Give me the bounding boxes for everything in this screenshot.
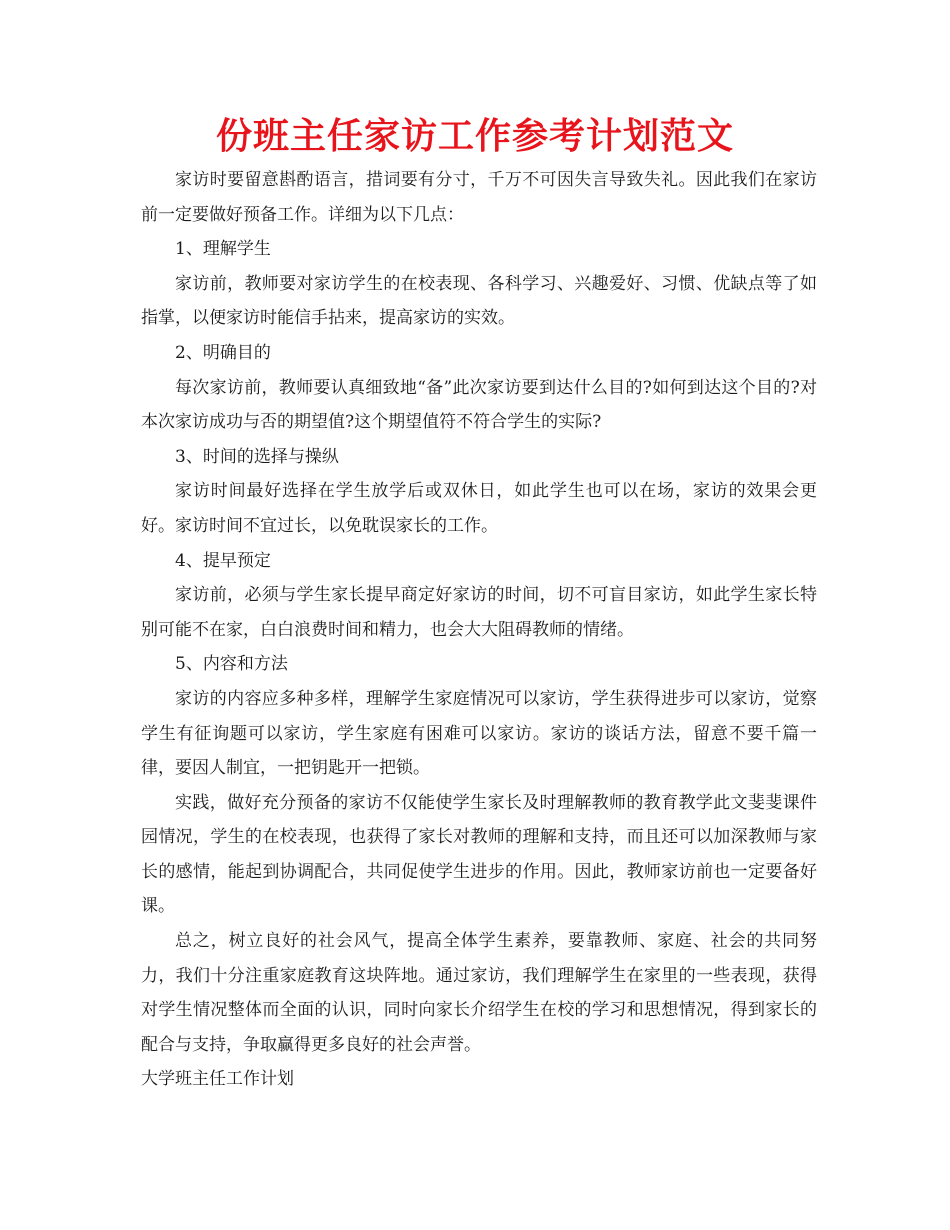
- footer-heading: 大学班主任工作计划: [141, 1069, 294, 1090]
- paragraph-clear-purpose: 每次家访前，教师要认真细致地“备”此次家访要到达什么目的?如何到达这个目的?对本次家访成功与否的期望值?这个期望值符不符合学生的实际?: [141, 377, 817, 433]
- paragraph-understand-students: 家访前，教师要对家访学生的在校表现、各科学习、兴趣爱好、习惯、优缺点等了如指掌，以便家访时能信手拈来，提高家访的实效。: [141, 273, 817, 329]
- section-heading-understand-students: 1、理解学生: [175, 239, 271, 260]
- section-heading-clear-purpose: 2、明确目的: [175, 342, 271, 363]
- document-body: [141, 163, 817, 1097]
- intro-paragraph: 家访时要留意斟酌语言，措词要有分寸，千万不可因失言导致失礼。因此我们在家访前一定要做好预备工作。详细为以下几点：: [141, 170, 817, 225]
- section-heading-content-method: 5、内容和方法: [175, 654, 288, 675]
- section-heading-time-choice: 3、时间的选择与操纵: [175, 446, 339, 467]
- document-title: 份班主任家访工作参考计划范文: [215, 116, 734, 157]
- paragraph-conclusion: 总之，树立良好的社会风气，提高全体学生素养，要靠教师、家庭、社会的共同努力，我们十分注重家庭教育这块阵地。通过家访，我们理解学生在家里的一些表现，获得对学生情况整体而全面的认识，同时向家长介绍学生在校的学习和思想情况，得到家长的配合与支持，争取赢得更多良好的社会声誉。: [141, 931, 817, 1055]
- paragraph-content-method: 家访的内容应多种多样，理解学生家庭情况可以家访，学生获得进步可以家访，觉察学生有征询题可以家访，学生家庭有困难可以家访。家访的谈话方法，留意不要千篇一律，要因人制宜，一把钥匙开一把锁。: [141, 688, 817, 779]
- paragraph-advance-booking: 家访前，必须与学生家长提早商定好家访的时间，切不可盲目家访，如此学生家长特别可能不在家，白白浪费时间和精力，也会大大阻碍教师的情绪。: [141, 585, 817, 640]
- paragraph-time-choice: 家访时间最好选择在学生放学后或双休日，如此学生也可以在场，家访的效果会更好。家访时间不宜过长，以免耽误家长的工作。: [141, 481, 817, 536]
- paragraph-practice: 实践，做好充分预备的家访不仅能使学生家长及时理解教师的教育教学此文斐斐课件园情况，学生的在校表现，也获得了家长对教师的理解和支持，而且还可以加深教师与家长的感情，能起到协调配合，共同促使学生进步的作用。因此，教师家访前也一定要备好课。: [141, 792, 817, 917]
- section-heading-advance-booking: 4、提早预定: [175, 550, 271, 571]
